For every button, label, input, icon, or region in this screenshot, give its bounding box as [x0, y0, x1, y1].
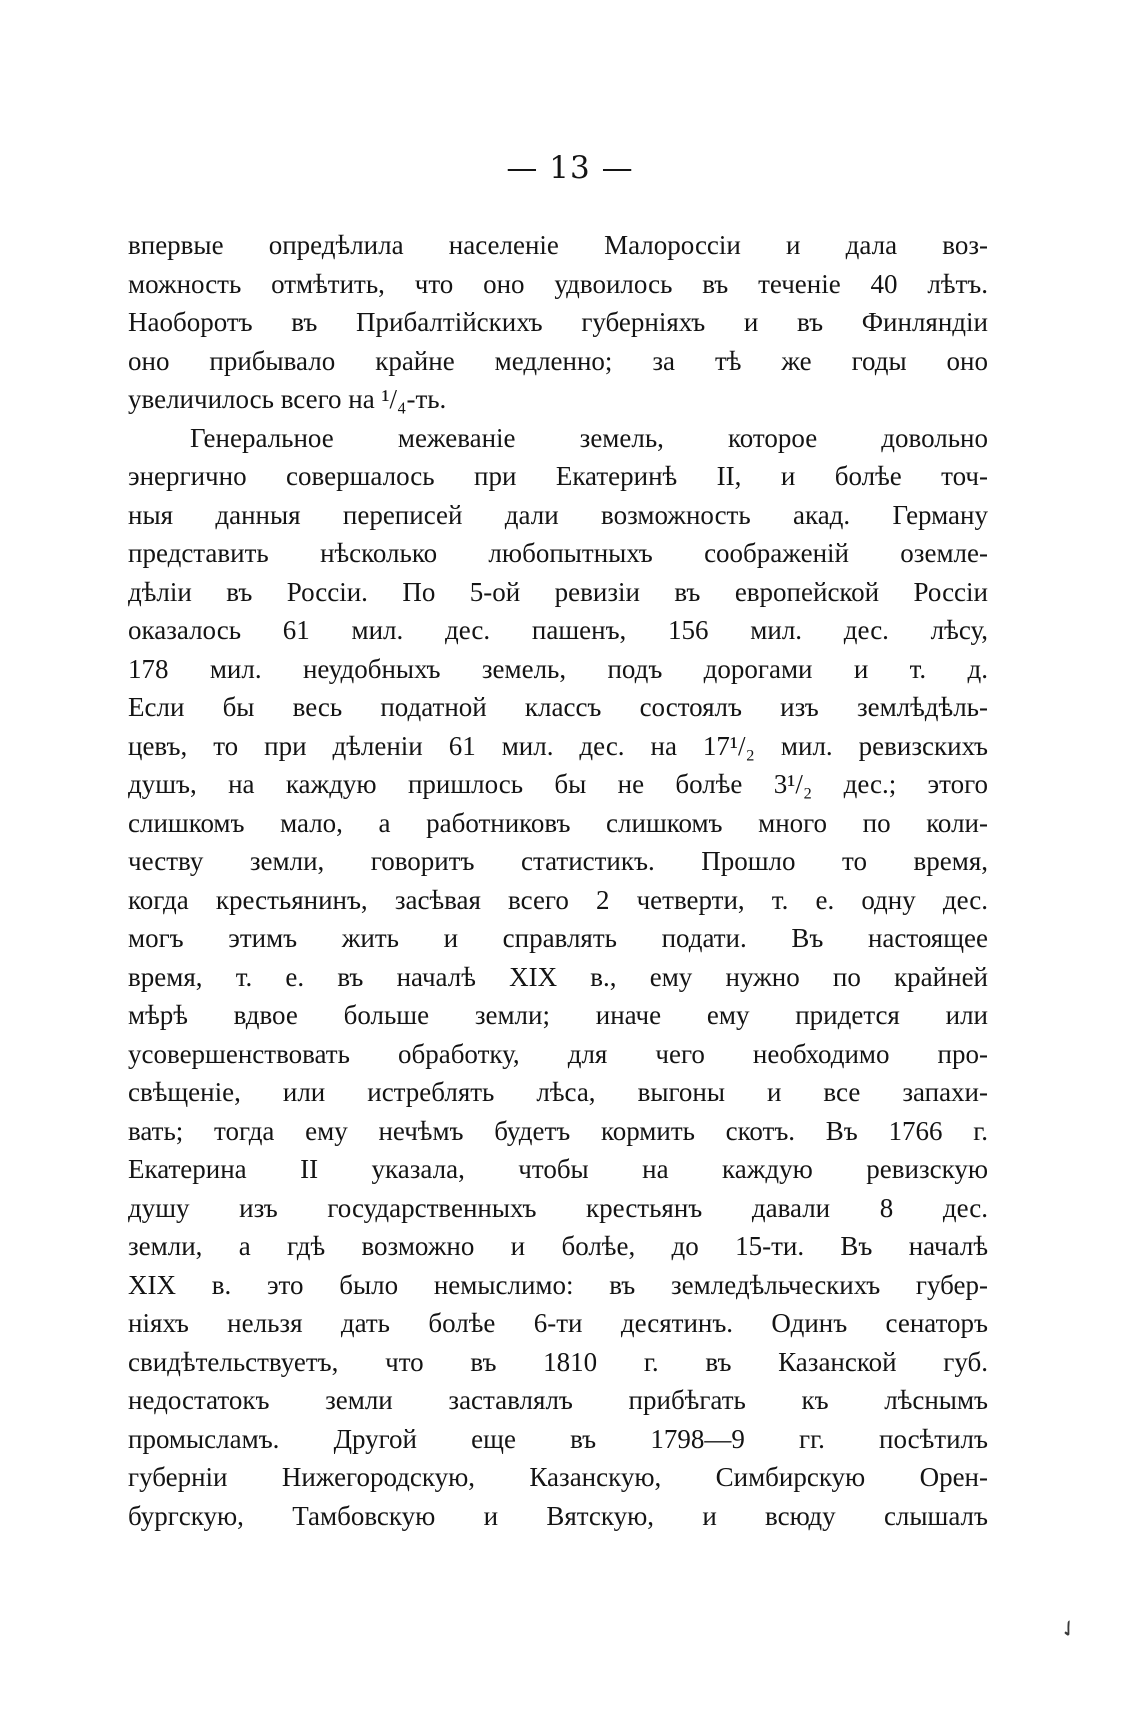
text-line: земли, а гдѣ возможно и болѣе, до 15-ти. Въ началѣ — [128, 1231, 988, 1261]
text-line: увеличилось всего на ¹/₄-ть. — [128, 384, 447, 414]
text-line: представить нѣсколько любопытныхъ соображеній оземле- — [128, 538, 988, 568]
ink-mark-icon: ✓ — [1054, 1613, 1084, 1646]
text-line: цевъ, то при дѣленіи 61 мил. дес. на 17¹/₂ мил. ревизскихъ — [128, 730, 988, 761]
text-line: душъ, на каждую пришлось бы не болѣе 3¹/₂ дес.; этого — [128, 769, 988, 799]
text-line: мѣрѣ вдвое больше земли; иначе ему придется или — [128, 1000, 988, 1030]
text-line: слишкомъ мало, а работниковъ слишкомъ много по коли- — [128, 807, 988, 838]
text-line: недостатокъ земли заставлялъ прибѣгать къ лѣснымъ — [128, 1385, 988, 1415]
text-line: могъ этимъ жить и справлять подати. Въ настоящее — [128, 923, 988, 953]
text-line: впервые опредѣлила населеніе Малороссіи и дала воз- — [128, 230, 988, 260]
text-line: время, т. е. въ началѣ XIX в., ему нужно по крайней — [128, 961, 988, 992]
text-line: честву земли, говоритъ статистикъ. Прошло то время, — [128, 846, 988, 876]
text-line: оно прибывало крайне медленно; за тѣ же годы оно — [128, 345, 988, 376]
text-line: можность отмѣтить, что оно удвоилось въ теченіе 40 лѣтъ. — [128, 268, 988, 299]
text-line: свѣщеніе, или истреблять лѣса, выгоны и все запахи- — [128, 1077, 988, 1107]
text-line: губерніи Нижегородскую, Казанскую, Симбирскую Орен- — [128, 1462, 988, 1492]
text-line: свидѣтельствуетъ, что въ 1810 г. въ Казанской губ. — [128, 1346, 988, 1377]
page-number: — 13 — — [506, 150, 634, 186]
text-line: бургскую, Тамбовскую и Вятскую, и всюду слышалъ — [128, 1500, 988, 1531]
text-line: ныя данныя переписей дали возможность акад. Герману — [128, 499, 988, 530]
text-line: 178 мил. неудобныхъ земель, подъ дорогами и т. д. — [128, 653, 988, 684]
text-line: Генеральное межеваніе земель, которое довольно — [190, 422, 988, 453]
text-line: Наоборотъ въ Прибалтійскихъ губерніяхъ и въ Финляндіи — [128, 307, 988, 337]
text-line: душу изъ государственныхъ крестьянъ давали 8 дес. — [128, 1192, 988, 1223]
text-line: когда крестьянинъ, засѣвая всего 2 четверти, т. е. одну дес. — [128, 884, 988, 915]
text-line: вать; тогда ему нечѣмъ будетъ кормить скотъ. Въ 1766 г. — [128, 1115, 988, 1146]
text-line: XIX в. это было немыслимо: въ земледѣльческихъ губер- — [128, 1269, 988, 1300]
text-line: оказалось 61 мил. дес. пашенъ, 156 мил. дес. лѣсу, — [128, 615, 988, 645]
text-line: Екатерина II указала, чтобы на каждую ревизскую — [128, 1154, 988, 1184]
text-line: энергично совершалось при Екатеринѣ II, и болѣе точ- — [128, 461, 988, 491]
text-line: усовершенствовать обработку, для чего необходимо про- — [128, 1038, 988, 1069]
text-line: промысламъ. Другой еще въ 1798—9 гг. посѣтилъ — [128, 1423, 988, 1454]
text-line: дѣліи въ Россіи. По 5-ой ревизіи въ европейской Россіи — [128, 576, 988, 607]
text-line: Если бы весь податной классъ состоялъ изъ землѣдѣль- — [128, 692, 988, 722]
body-text — [128, 226, 988, 1535]
text-line: ніяхъ нельзя дать болѣе 6-ти десятинъ. Одинъ сенаторъ — [128, 1308, 988, 1338]
